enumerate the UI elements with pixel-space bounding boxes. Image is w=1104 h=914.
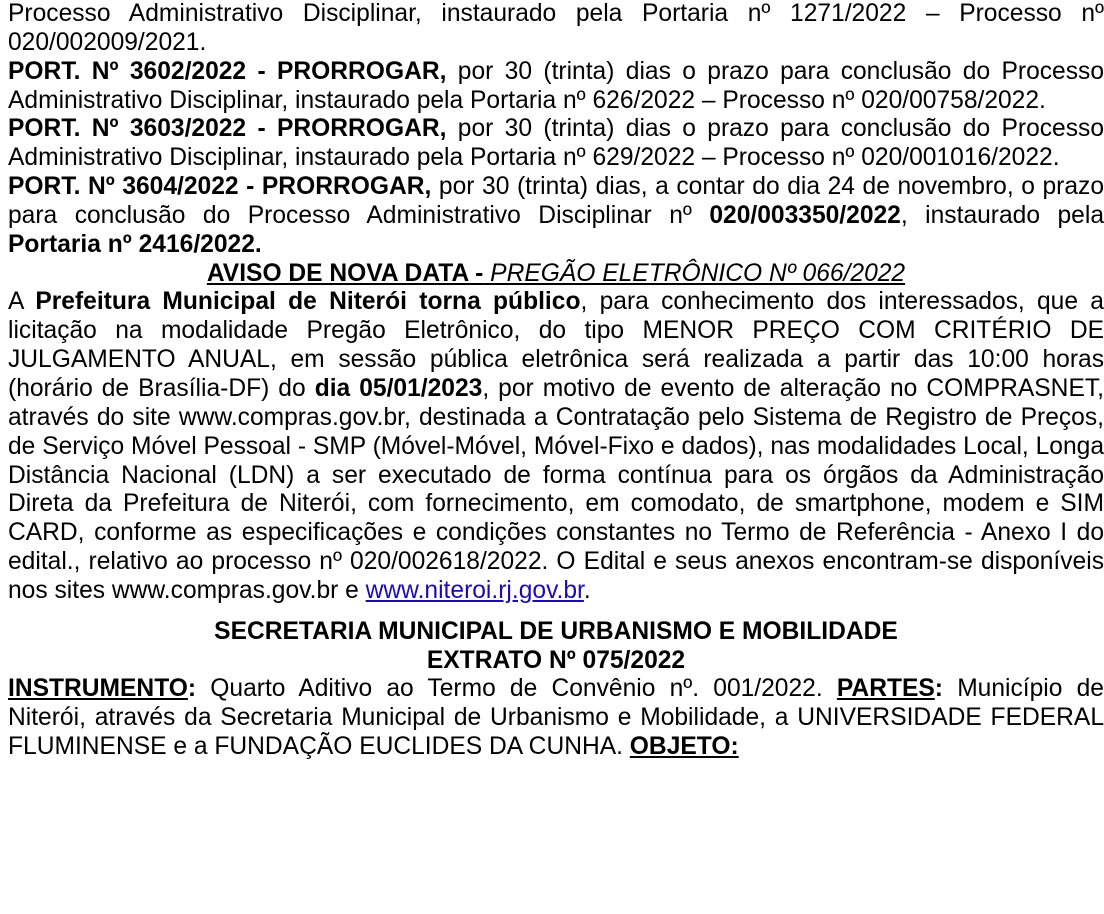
process-number: 020/003350/2022 <box>709 201 901 229</box>
niteroi-site-link[interactable]: www.niteroi.rj.gov.br <box>365 576 584 604</box>
paragraph-aviso-body: A Prefeitura Municipal de Niterói torna público, para conhecimento dos interessados, que a licitação na modalidade Pregão Eletrônico, do tipo MENOR PREÇO COM CRITÉRIO DE JULGAMENTO ANUAL, em sessão pública eletrônica será realizada a partir das 10:00 horas (horário de Brasília-DF) do dia 05/01/2023, por motivo de evento de alteração no COMPRASNET, através do site www.compras.gov.br, destinada a Contratação pelo Sistema de Registro de Preços, de Serviço Móvel Pessoal - SMP (Móvel-Móvel, Móvel-Fixo e dados), nas modalidades Local, Longa Distância Nacional (LDN) a ser executado de forma contínua para os órgãos da Administração Direta da Prefeitura de Niterói, com fornecimento, em comodato, de smartphone, modem e SIM CARD, conforme as especificações e condições constantes no Termo de Referência - Anexo I do edital., relativo ao processo nº 020/002618/2022. O Edital e seus anexos encontram-se disponíveis nos sites www.compras.gov.br e www.niteroi.rj.gov.br. <box>8 288 1104 604</box>
portaria-reference: Portaria nº 2416/2022. <box>8 230 262 258</box>
objeto-label: OBJETO: <box>629 733 739 761</box>
partes-label: PARTES <box>836 675 935 703</box>
paragraph-port-3601-continuation: Processo Administrativo Disciplinar, instaurado pela Portaria nº 1271/2022 – Processo nº 020/002009/2021. <box>8 0 1104 56</box>
portaria-heading: PORT. Nº 3603/2022 - PRORROGAR, <box>8 115 447 143</box>
paragraph-port-3602: PORT. Nº 3602/2022 - PRORROGAR, por 30 (trinta) dias o prazo para conclusão do Processo Administrativo Disciplinar, instaurado pela Portaria nº 626/2022 – Processo nº 020/00758/2022. <box>8 57 1104 114</box>
paragraph-port-3603: PORT. Nº 3603/2022 - PRORROGAR, por 30 (trinta) dias o prazo para conclusão do Processo Administrativo Disciplinar, instaurado pela Portaria nº 629/2022 – Processo nº 020/001016/2022. <box>8 115 1104 172</box>
prefeitura-name: Prefeitura Municipal de Niterói torna público <box>35 288 581 316</box>
portaria-heading: PORT. Nº 3604/2022 - PRORROGAR, <box>8 173 432 201</box>
session-date: dia 05/01/2023 <box>314 374 483 402</box>
paragraph-extrato-body: INSTRUMENTO: Quarto Aditivo ao Termo de Convênio nº. 001/2022. PARTES: Município de Niterói, através da Secretaria Municipal de Urbanismo e Mobilidade, a UNIVERSIDADE FEDERAL FLUMINENSE e a FUNDAÇÃO EUCLIDES DA CUNHA. OBJETO: <box>8 675 1104 761</box>
aviso-heading <box>8 260 1104 289</box>
portaria-heading: PORT. Nº 3602/2022 - PRORROGAR, <box>8 57 447 85</box>
aviso-subtitle: PREGÃO ELETRÔNICO Nº 066/2022 <box>483 259 906 287</box>
paragraph-port-3604: PORT. Nº 3604/2022 - PRORROGAR, por 30 (trinta) dias, a contar do dia 24 de novembro, o prazo para conclusão do Processo Administrativo Disciplinar nº 020/003350/2022, instaurado pela Portaria nº 2416/2022. <box>8 173 1104 258</box>
spacer <box>8 606 1104 618</box>
extrato-title: EXTRATO Nº 075/2022 <box>426 646 686 674</box>
instrumento-label: INSTRUMENTO <box>8 675 188 703</box>
aviso-title: AVISO DE NOVA DATA - <box>206 259 484 287</box>
secretaria-title: SECRETARIA MUNICIPAL DE URBANISMO E MOBILIDADE <box>214 617 898 645</box>
